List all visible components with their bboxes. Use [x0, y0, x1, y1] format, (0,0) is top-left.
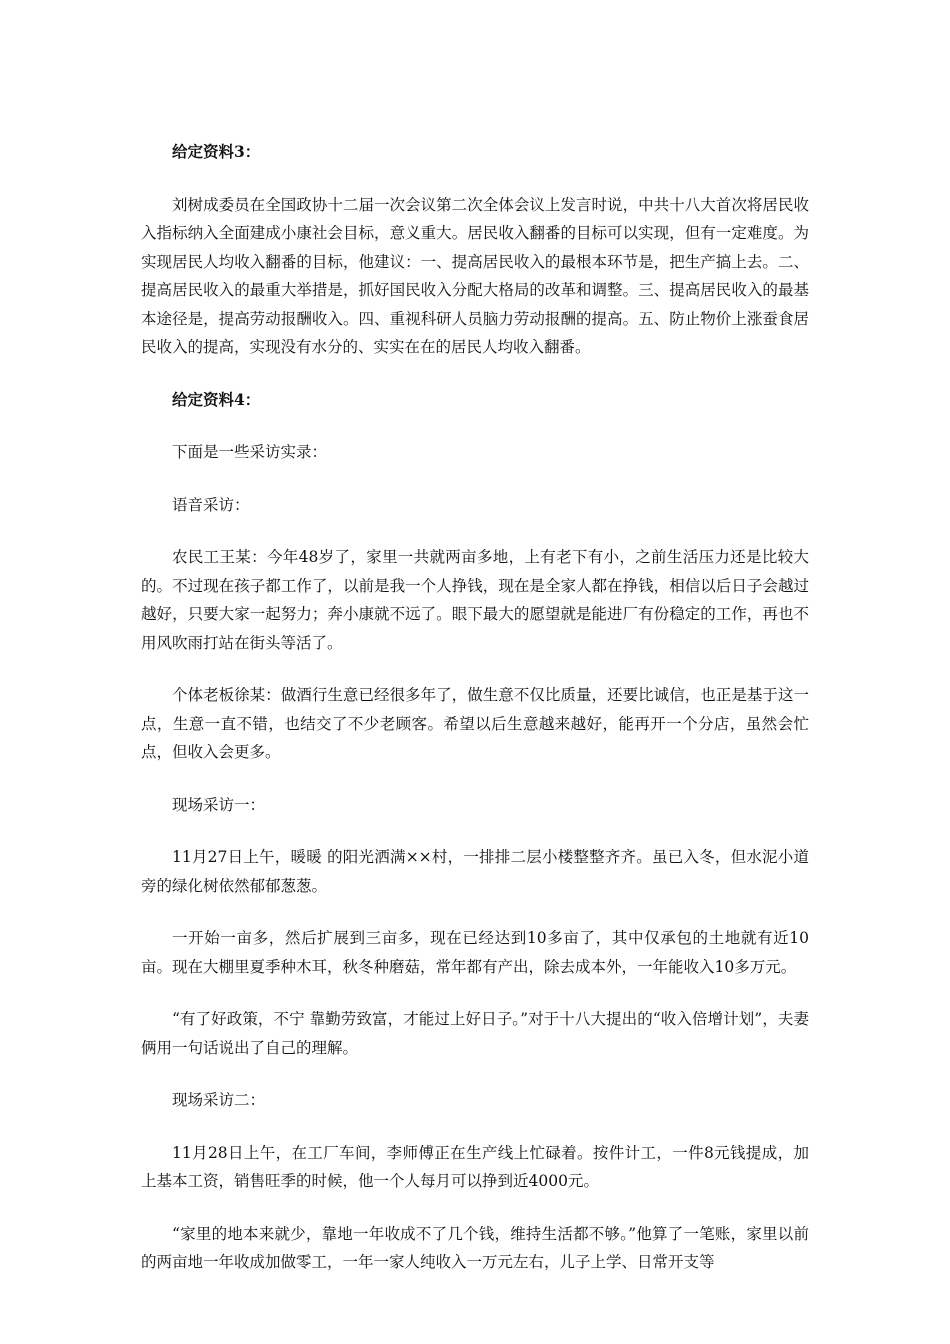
paragraph-onsite-interview-1-label: 现场采访一： — [172, 795, 266, 814]
paragraph-greenhouse-expansion: 一开始一亩多，然后扩展到三亩多，现在已经达到10多亩了，其中仅承包的土地就有近10亩。现在大棚里夏季种木耳，秋冬种磨菇，常年都有产出，除去成本外，一年能收入10多万元。 — [141, 929, 809, 976]
paragraph-voice-interview-label: 语音采访： — [172, 495, 250, 514]
paragraph-nov-28-factory: 11月28日上午，在工厂车间，李师傅正在生产线上忙碌着。按件计工，一件8元钱提成，加上基本工资，销售旺季的时候，他一个人每月可以挣到近4000元。 — [141, 1143, 809, 1190]
section-heading-material-3: 给定资料3： — [172, 142, 261, 161]
paragraph-liu-shucheng-speech: 刘树成委员在全国政协十二届一次会议第二次全体会议上发言时说，中共十八大首次将居民收入指标纳入全面建成小康社会目标，意义重大。居民收入翻番的目标可以实现，但有一定难度。为实现居民人均收入翻番的目标，他建议：一、提高居民收入的最根本环节是，把生产搞上去。二、提高居民收入的最重大举措是，抓好国民收入分配大格局的改革和调整。三、提高居民收入的最基本途径是，提高劳动报酬收入。四、重视科研人员脑力劳动报酬的提高。五、防止物价上涨蚕食居民收入的提高，实现没有水分的、实实在在的居民人均收入翻番。 — [141, 195, 809, 356]
paragraph-migrant-worker-wang: 农民工王某：今年48岁了，家里一共就两亩多地，上有老下有小，之前生活压力还是比较大的。不过现在孩子都工作了，以前是我一个人挣钱，现在是全家人都在挣钱，相信以后日子会越过越好，只要大家一起努力；奔小康就不远了。眼下最大的愿望就是能进厂有份稳定的工作，再也不用风吹雨打站在街头等活了。 — [141, 548, 809, 652]
paragraph-business-owner-xu: 个体老板徐某：做酒行生意已经很多年了，做生意不仅比质量，还要比诚信，也正是基于这一点，生意一直不错，也结交了不少老顾客。希望以后生意越来越好，能再开一个分店，虽然会忙点，但收入会更多。 — [141, 686, 809, 761]
document-page — [141, 138, 809, 1301]
section-heading-material-4: 给定资料4： — [172, 389, 261, 409]
paragraph-good-policy-quote: “有了好政策，不宁 靠勤劳致富，才能过上好日子。”对于十八大提出的“收入倍增计划”，夫妻俩用一句话说出了自己的理解。 — [141, 1010, 809, 1057]
paragraph-family-income-account: “家里的地本来就少，靠地一年收成不了几个钱，维持生活都不够。”他算了一笔账，家里以前的两亩地一年收成加做零工，一年一家人纯收入一万元左右，儿子上学、日常开支等 — [141, 1224, 809, 1271]
paragraph-nov-27-village: 11月27日上午，暖暖 的阳光洒满××村，一排排二层小楼整整齐齐。虽已入冬，但水泥小道旁的绿化树依然郁郁葱葱。 — [141, 848, 809, 895]
paragraph-onsite-interview-2-label: 现场采访二： — [172, 1091, 266, 1109]
paragraph-interview-intro: 下面是一些采访实录： — [172, 443, 328, 461]
